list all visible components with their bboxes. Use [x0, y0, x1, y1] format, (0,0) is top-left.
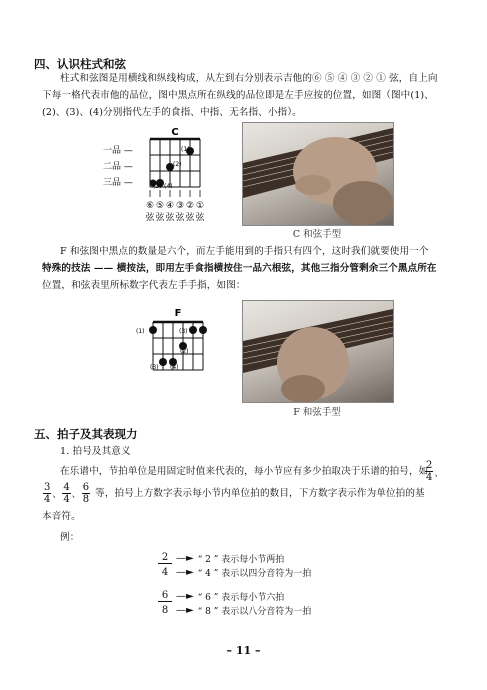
example-6-8-num: 6 [158, 590, 172, 602]
section5-subtitle: 1. 拍号及其意义 [60, 446, 131, 457]
example-2-4-den: 4 [161, 566, 169, 578]
page-number: – 11 – [226, 644, 261, 657]
example-6-8-den-text: “ 8 ” 表示以八分音符为一拍 [197, 606, 312, 617]
c-string-word-4: 弦 [165, 213, 175, 223]
f-chord-diagram [128, 306, 218, 378]
frac-2-4-num: 2 [426, 460, 433, 471]
f-chord-hand-photo [242, 300, 394, 403]
c-string-6: ⑥ [145, 201, 155, 211]
f-photo-illustration [243, 301, 393, 402]
c-string-1: ① [195, 201, 205, 211]
c-fret-label-1: 一品 — [103, 146, 133, 156]
para2-line1: F 和弦图中黑点的数量是六个，而左手能用到的手指只有四个，这时我们就要使用一个 [60, 246, 429, 257]
c-finger-label-4: (4) [164, 183, 173, 190]
f-dot-finger3 [159, 358, 167, 366]
c-string-word-2: 弦 [185, 213, 195, 223]
section4-para-line2: 下每一格代表市他的品位，图中黑点所在纵线的品位即是左手应按的位置，如图（图中(1)、 [42, 90, 434, 101]
section5-line2: $\frac{3}{4}$ 、 $\frac{4}{4}$ 、 $\frac{6}{8}$ 等，拍号上方数字表示每小节内单位拍的数目，下方数字表示作为单位拍的基 [44, 482, 425, 505]
para2-line3: 位置，和弦表里所标数字代表左手手指，如图： [42, 280, 246, 291]
f-finger-label-barre: (3) [179, 328, 188, 335]
arrow-icon: —► [176, 552, 194, 564]
c-chord-name: C [171, 127, 179, 138]
f-finger-label-2: (2) [180, 348, 189, 355]
c-chord-svg [95, 122, 225, 232]
example-2-4-den-row [158, 565, 398, 579]
c-string-3: ③ [175, 201, 185, 211]
section4-title: 四、认识柱式和弦 [34, 57, 126, 71]
c-string-2: ② [185, 201, 195, 211]
c-fret-label-2: 二品 — [103, 162, 133, 172]
c-finger-label-2: (2) [173, 161, 182, 168]
para2-line2: 特殊的技法 —— 横按法，即用左手食指横按住一品六根弦，其他三指分管剩余三个黑点所在 [42, 263, 437, 274]
example-2-4-num-row [158, 551, 398, 565]
c-string-word-5: 弦 [155, 213, 165, 223]
c-chord-diagram [95, 122, 225, 232]
example-2-4-den-text: “ 4 ” 表示以四分音符为一拍 [197, 568, 312, 579]
frac-3-4-num: 3 [44, 482, 51, 493]
c-string-4: ④ [165, 201, 175, 211]
frac-4-4-den: 4 [63, 494, 70, 505]
c-finger-label-1: (1) [181, 146, 190, 153]
f-finger-label-4: (4) [170, 364, 179, 371]
example-6-8-num-row [158, 589, 398, 603]
example-label: 例： [60, 532, 80, 543]
section4-para-line1: 柱式和弦图是用横线和纵线构成，从左到右分别表示吉他的⑥ ⑤ ④ ③ ② ① 弦，自上向 [60, 73, 438, 84]
frac-6-8-den: 8 [82, 494, 90, 505]
f-chord-svg [128, 306, 218, 378]
c-string-word-6: 弦 [145, 213, 155, 223]
c-string-word-1: 弦 [195, 213, 205, 223]
f-finger-label-1: (1) [136, 328, 145, 335]
example-6-8 [158, 589, 398, 617]
c-string-word-3: 弦 [175, 213, 185, 223]
time-signature-2-4: $\frac{2}{4}$ 、 [426, 460, 444, 483]
c-finger-label-3: (3) [153, 183, 162, 190]
f-chord-name: F [174, 308, 182, 319]
example-6-8-den-row [158, 603, 398, 617]
f-dot-barre-2 [189, 326, 197, 334]
example-2-4-num-text: “ 2 ” 表示每小节两拍 [197, 554, 285, 565]
section5-title: 五、拍子及其表现力 [34, 427, 138, 441]
frac-2-4-den: 4 [426, 472, 433, 483]
arrow-icon: —► [176, 566, 194, 578]
section5-line1: 在乐谱中，节拍单位是用固定时值来代表的，每小节应有多少拍取决于乐谱的拍号，如 [60, 466, 429, 477]
f-finger-label-3: (3) [150, 364, 159, 371]
section4-para-line3: (2)、(3)、(4)分别指代左手的食指、中指、无名指、小指）。 [42, 107, 302, 118]
c-fret-label-3: 三品 — [103, 178, 133, 188]
example-2-4-num: 2 [158, 552, 172, 564]
frac-4-4-num: 4 [63, 482, 70, 493]
arrow-icon: —► [176, 604, 194, 616]
c-chord-hand-photo [242, 122, 394, 226]
example-6-8-den: 8 [161, 604, 169, 616]
f-photo-caption: F 和弦手型 [293, 407, 341, 418]
section5-line3: 本音符。 [42, 511, 81, 522]
example-2-4 [158, 551, 398, 579]
section5-line2-text: 等，拍号上方数字表示每小节内单位拍的数目，下方数字表示作为单位拍的基 [95, 488, 425, 499]
frac-6-8-num: 6 [82, 482, 90, 493]
arrow-icon: —► [176, 590, 194, 602]
c-photo-caption: C 和弦手型 [292, 229, 342, 240]
f-dot-barre-1 [199, 326, 207, 334]
frac-3-4-den: 4 [44, 494, 51, 505]
c-string-5: ⑤ [155, 201, 165, 211]
c-photo-illustration [243, 123, 393, 225]
example-6-8-num-text: “ 6 ” 表示每小节六拍 [197, 592, 285, 603]
f-dot-barre-6 [149, 326, 157, 334]
